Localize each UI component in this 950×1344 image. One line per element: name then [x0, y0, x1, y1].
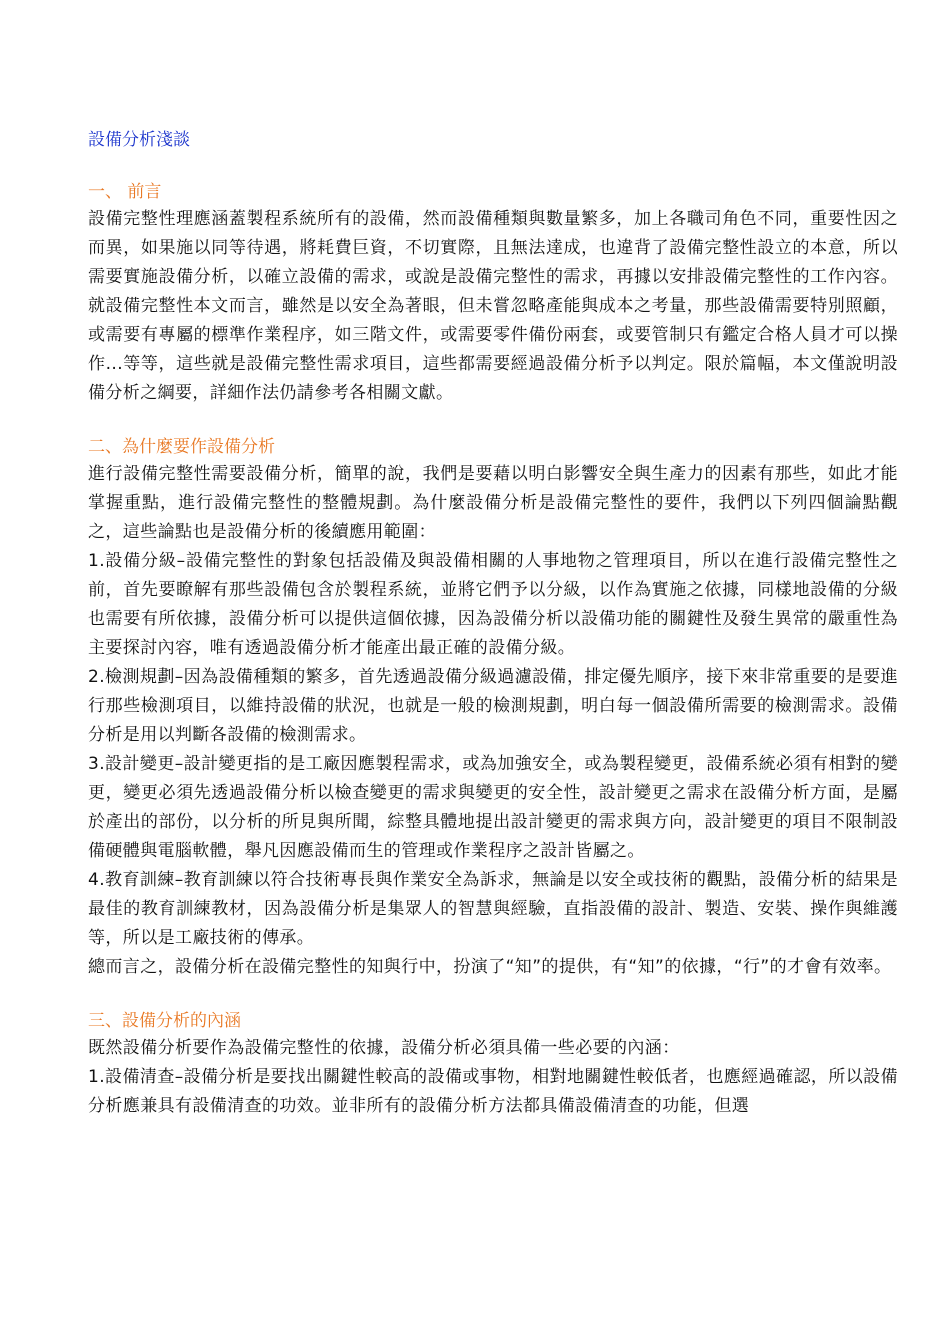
list-item-inspection-planning: 2.檢測規劃–因為設備種類的繁多，首先透過設備分級過濾設備，排定優先順序，接下來非常重要的是要進行那些檢測項目，以維持設備的狀況，也就是一般的檢測規劃，明白每一個設備所需要的檢測需求。設備分析是用以判斷各設備的檢測需求。	[88, 667, 898, 745]
section-heading-introduction: 一、 前言	[88, 182, 162, 202]
section-why-analysis	[88, 434, 898, 982]
paragraph-summary: 總而言之，設備分析在設備完整性的知與行中，扮演了“知”的提供，有“知”的依據，“行”的才會有效率。	[88, 957, 892, 977]
list-item-design-change: 3.設計變更–設計變更指的是工廠因應製程需求，或為加強安全，或為製程變更，設備系統必須有相對的變更，變更必須先透過設備分析以檢查變更的需求與變更的安全性，設計變更之需求在設備分析方面，是屬於產出的部份，以分析的所見與所聞，綜整具體地提出設計變更的需求與方向，設計變更的項目不限制設備硬體與電腦軟體，舉凡因應設備而生的管理或作業程序之設計皆屬之。	[88, 754, 898, 861]
paragraph: 設備完整性理應涵蓋製程系統所有的設備，然而設備種類與數量繁多，加上各職司角色不同，重要性因之而異，如果施以同等待遇，將耗費巨資，不切實際，且無法達成，也違背了設備完整性設立的本意，所以需要實施設備分析，以確立設備的需求，或說是設備完整性的需求，再據以安排設備完整性的工作內容。就設備完整性本文而言，雖然是以安全為著眼，但未嘗忽略產能與成本之考量，那些設備需要特別照顧，或需要有專屬的標準作業程序，如三階文件，或需要零件備份兩套，或要管制只有鑑定合格人員才可以操作...等等，這些就是設備完整性需求項目，這些都需要經過設備分析予以判定。限於篇幅，本文僅說明設備分析之綱要，詳細作法仍請參考各相關文獻。	[88, 209, 898, 403]
list-item-equipment-inventory: 1.設備清查–設備分析是要找出關鍵性較高的設備或事物，相對地關鍵性較低者，也應經過確認，所以設備分析應兼具有設備清查的功效。並非所有的設備分析方法都具備設備清查的功能，但選	[88, 1067, 898, 1116]
document-title: 設備分析淺談	[88, 130, 190, 150]
list-item-equipment-grading: 1.設備分級–設備完整性的對象包括設備及與設備相關的人事地物之管理項目，所以在進行設備完整性之前，首先要瞭解有那些設備包含於製程系統，並將它們予以分級，以作為實施之依據，同樣地設備的分級也需要有所依據，設備分析可以提供這個依據，因為設備分析以設備功能的關鍵性及發生異常的嚴重性為主要探討內容，唯有透過設備分析才能產出最正確的設備分級。	[88, 551, 898, 658]
paragraph: 既然設備分析要作為設備完整性的依據，設備分析必須具備一些必要的內涵：	[88, 1038, 680, 1058]
list-item-training: 4.教育訓練–教育訓練以符合技術專長與作業安全為訴求，無論是以安全或技術的觀點，設備分析的結果是最佳的教育訓練教材，因為設備分析是集眾人的智慧與經驗，直指設備的設計、製造、安裝、操作與維護等，所以是工廠技術的傳承。	[88, 870, 898, 948]
section-heading-connotation: 三、設備分析的內涵	[88, 1011, 241, 1031]
section-heading-why-analysis: 二、為什麼要作設備分析	[88, 437, 275, 457]
section-connotation	[88, 1008, 898, 1121]
document-page	[88, 127, 898, 1121]
paragraph: 進行設備完整性需要設備分析，簡單的說，我們是要藉以明白影響安全與生產力的因素有那些，如此才能掌握重點，進行設備完整性的整體規劃。為什麼設備分析是設備完整性的要件，我們以下列四個論點觀之，這些論點也是設備分析的後續應用範圍：	[88, 464, 898, 542]
section-introduction	[88, 179, 898, 408]
